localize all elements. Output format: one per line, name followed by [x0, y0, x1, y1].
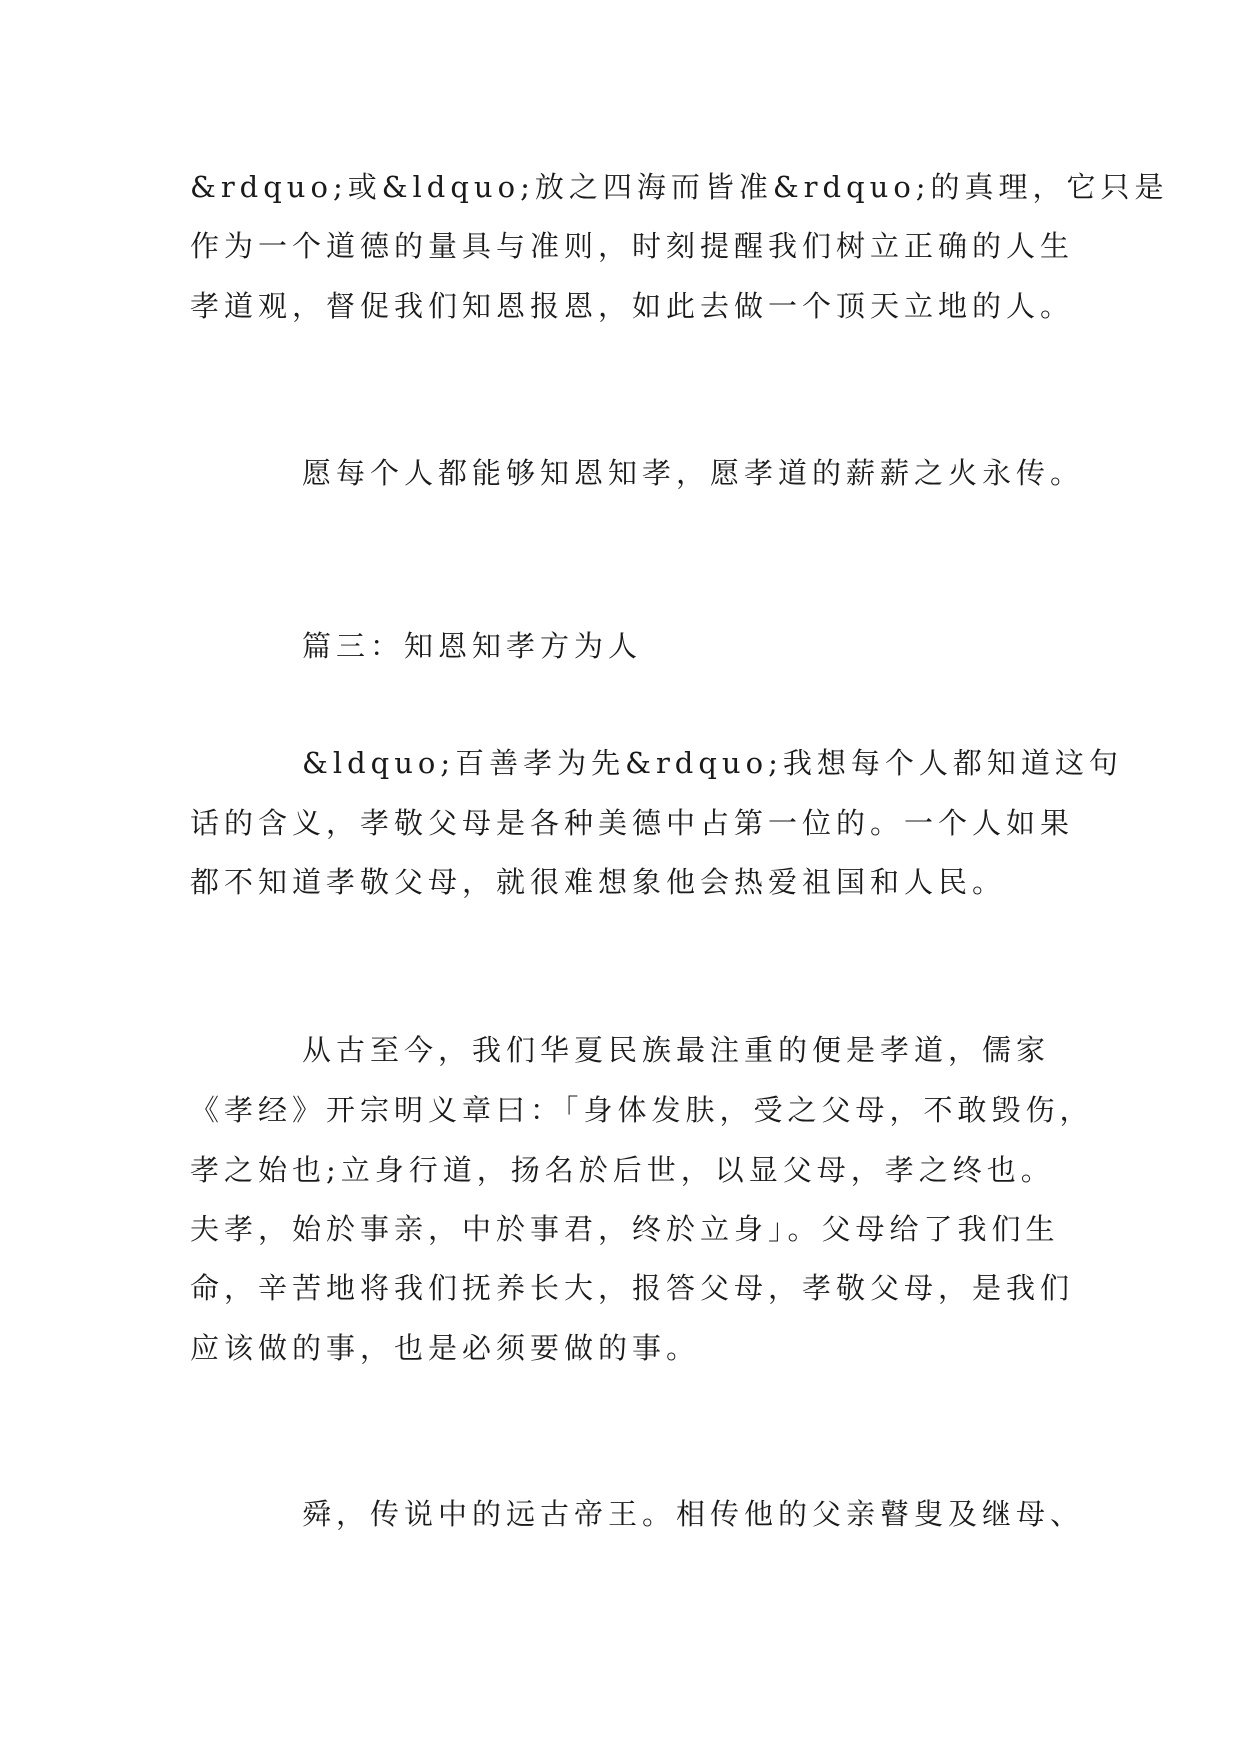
- paragraph-line: &rdquo;或&ldquo;放之四海而皆准&rdquo;的真理，它只是: [190, 170, 1169, 204]
- paragraph-line: 从古至今，我们华夏民族最注重的便是孝道，儒家: [302, 1033, 1051, 1067]
- paragraph-line: 《孝经》开宗明义章曰：「身体发肤，受之父母，不敢毁伤，: [190, 1093, 1094, 1127]
- paragraph-line: &ldquo;百善孝为先&rdquo;我想每个人都知道这句: [302, 746, 1123, 780]
- paragraph-line: 都不知道孝敬父母，就很难想象他会热爱祖国和人民。: [190, 865, 1007, 899]
- section-heading: 篇三：知恩知孝方为人: [302, 629, 643, 663]
- paragraph-line: 作为一个道德的量具与准则，时刻提醒我们树立正确的人生: [190, 229, 1075, 263]
- paragraph-line: 舜，传说中的远古帝王。相传他的父亲瞽叟及继母、: [302, 1497, 1085, 1531]
- paragraph-line: 话的含义，孝敬父母是各种美德中占第一位的。一个人如果: [190, 806, 1075, 840]
- paragraph-line: 孝之始也;立身行道，扬名於后世，以显父母，孝之终也。: [190, 1153, 1055, 1187]
- paragraph-line: 愿每个人都能够知恩知孝，愿孝道的薪薪之火永传。: [302, 456, 1085, 490]
- paragraph-line: 命，辛苦地将我们抚养长大，报答父母，孝敬父母，是我们: [190, 1271, 1075, 1305]
- paragraph-line: 应该做的事，也是必须要做的事。: [190, 1331, 701, 1365]
- paragraph-line: 孝道观，督促我们知恩报恩，如此去做一个顶天立地的人。: [190, 289, 1075, 323]
- paragraph-line: 夫孝，始於事亲，中於事君，终於立身」。父母给了我们生: [190, 1212, 1060, 1246]
